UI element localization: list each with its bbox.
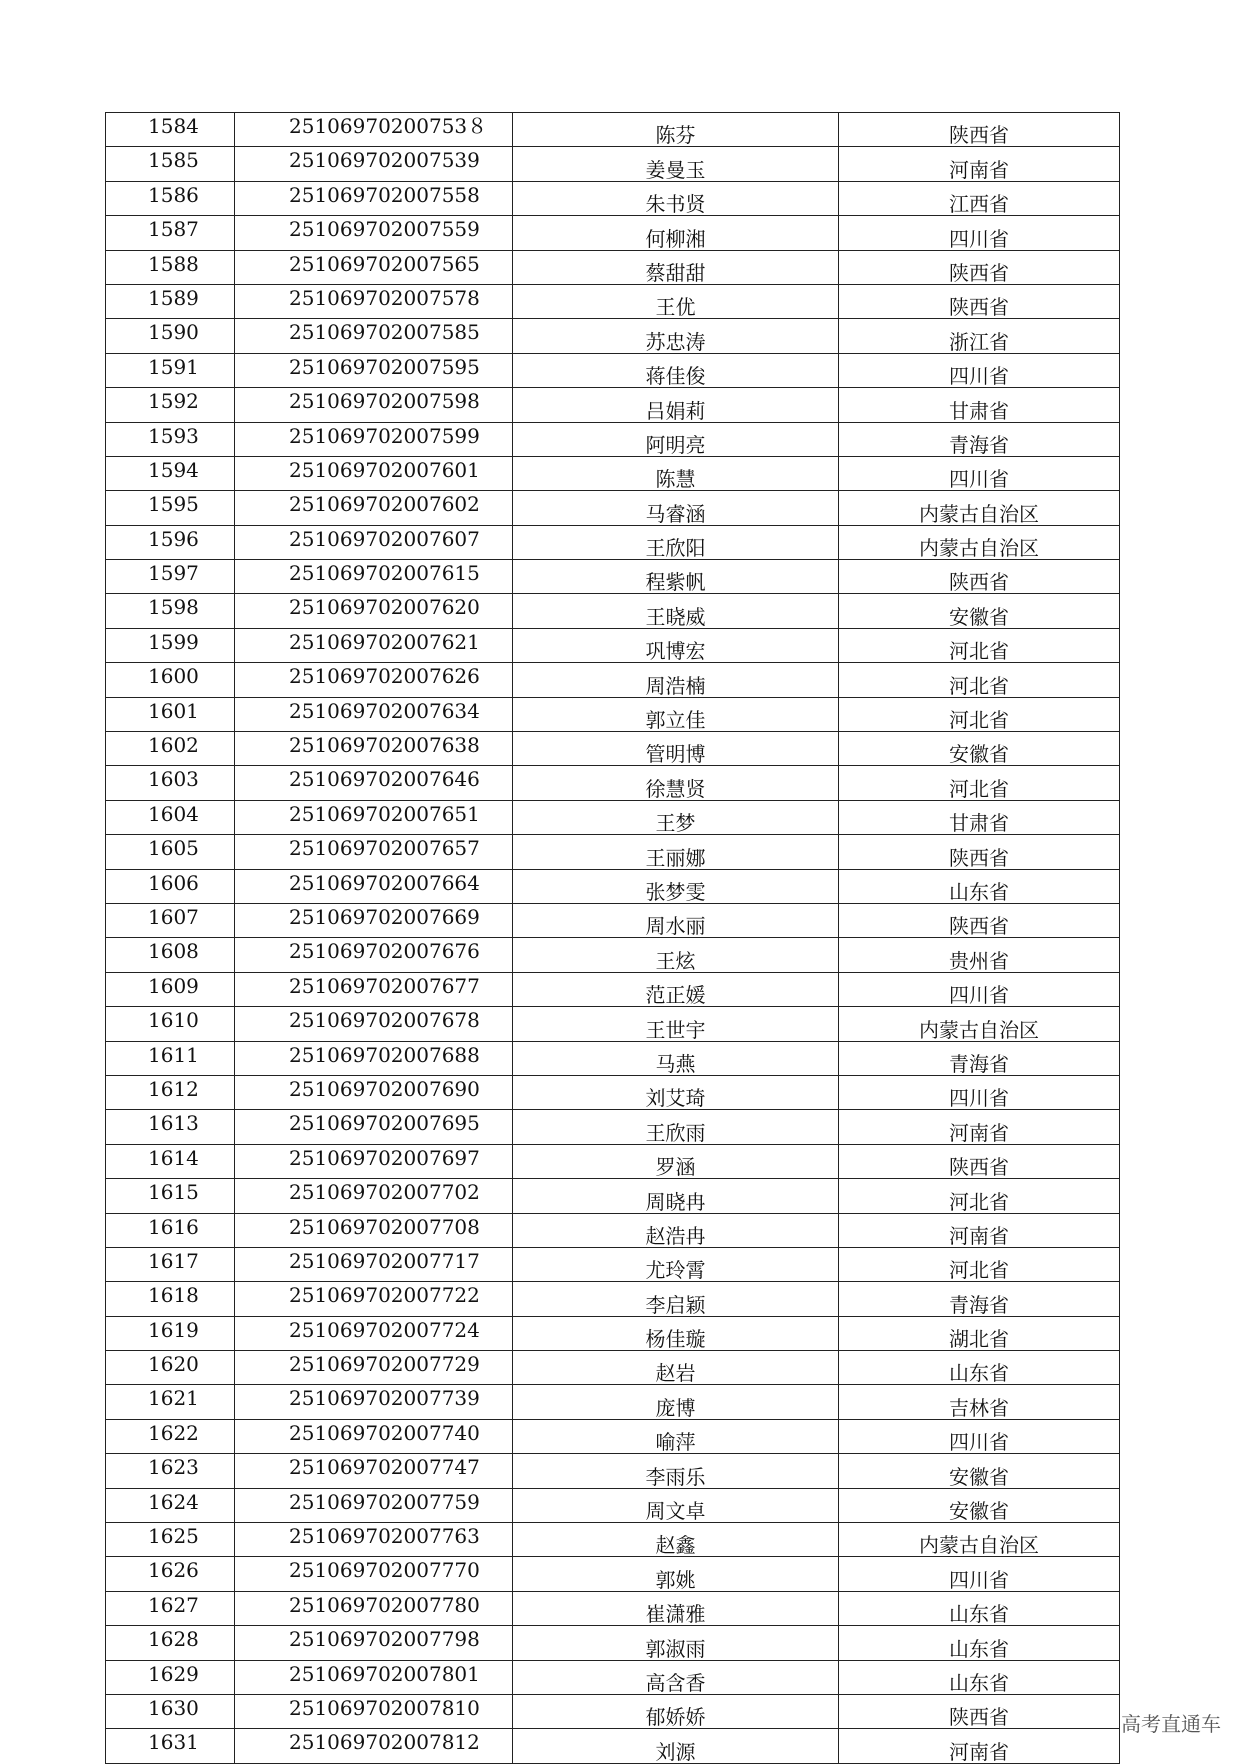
province-cell: 内蒙古自治区 [839,525,1120,559]
exam-id-cell: 251069702007651 [235,800,513,834]
exam-id-cell: 251069702007810 [235,1694,513,1728]
exam-id-cell: 251069702007739 [235,1385,513,1419]
exam-id-cell: 251069702007759 [235,1488,513,1522]
province-cell: 四川省 [839,216,1120,250]
exam-id-cell: 251069702007702 [235,1179,513,1213]
student-name-cell: 刘源 [513,1729,839,1763]
row-number-cell: 1626 [106,1557,235,1591]
student-name-cell: 王欣雨 [513,1110,839,1144]
table-row [106,560,1120,594]
table-row [106,1316,1120,1350]
province-cell: 贵州省 [839,938,1120,972]
province-cell: 安徽省 [839,594,1120,628]
student-name-cell: 巩博宏 [513,628,839,662]
exam-id-cell: 251069702007585 [235,319,513,353]
student-name-cell: 杨佳璇 [513,1316,839,1350]
province-cell: 河北省 [839,663,1120,697]
row-number-cell: 1603 [106,766,235,800]
roster-table [105,112,1120,1764]
student-name-cell: 王炫 [513,938,839,972]
exam-id-cell: 251069702007780 [235,1591,513,1625]
student-name-cell: 蒋佳俊 [513,353,839,387]
row-number-cell: 1613 [106,1110,235,1144]
student-name-cell: 程紫帆 [513,560,839,594]
table-row [106,1419,1120,1453]
row-number-cell: 1607 [106,903,235,937]
row-number-cell: 1584 [106,113,235,147]
student-name-cell: 张梦雯 [513,869,839,903]
exam-id-cell: 251069702007664 [235,869,513,903]
province-cell: 四川省 [839,353,1120,387]
table-row [106,491,1120,525]
province-cell: 浙江省 [839,319,1120,353]
province-cell: 青海省 [839,1282,1120,1316]
student-name-cell: 王梦 [513,800,839,834]
table-row [106,1110,1120,1144]
exam-id-cell: 251069702007801 [235,1660,513,1694]
province-cell: 陕西省 [839,1694,1120,1728]
table-row [106,1626,1120,1660]
exam-id-cell: 251069702007690 [235,1075,513,1109]
exam-id-cell: 251069702007798 [235,1626,513,1660]
province-cell: 河北省 [839,1247,1120,1281]
table-row [106,835,1120,869]
exam-id-cell: 251069702007763 [235,1523,513,1557]
table-row [106,1729,1120,1763]
student-name-cell: 姜曼玉 [513,147,839,181]
student-name-cell: 朱书贤 [513,181,839,215]
row-number-cell: 1604 [106,800,235,834]
student-name-cell: 范正媛 [513,972,839,1006]
province-cell: 陕西省 [839,903,1120,937]
table-row [106,1282,1120,1316]
table-row [106,1523,1120,1557]
row-number-cell: 1619 [106,1316,235,1350]
row-number-cell: 1624 [106,1488,235,1522]
province-cell: 甘肃省 [839,388,1120,422]
student-name-cell: 周晓冉 [513,1179,839,1213]
row-number-cell: 1600 [106,663,235,697]
table-row [106,697,1120,731]
table-row [106,1351,1120,1385]
watermark: 高考直通车 [1121,1712,1221,1736]
student-name-cell: 郭淑雨 [513,1626,839,1660]
student-name-cell: 郭姚 [513,1557,839,1591]
province-cell: 甘肃省 [839,800,1120,834]
student-name-cell: 罗涵 [513,1144,839,1178]
roster-table-body [106,113,1120,1764]
table-row [106,181,1120,215]
student-name-cell: 赵浩冉 [513,1213,839,1247]
student-name-cell: 赵岩 [513,1351,839,1385]
table-row [106,869,1120,903]
exam-id-cell: 251069702007615 [235,560,513,594]
row-number-cell: 1630 [106,1694,235,1728]
student-name-cell: 蔡甜甜 [513,250,839,284]
student-name-cell: 郭立佳 [513,697,839,731]
table-row [106,628,1120,662]
table-row [106,1694,1120,1728]
province-cell: 河南省 [839,1110,1120,1144]
province-cell: 陕西省 [839,113,1120,147]
student-name-cell: 王世宇 [513,1007,839,1041]
table-row [106,766,1120,800]
exam-id-cell: 251069702007595 [235,353,513,387]
province-cell: 陕西省 [839,835,1120,869]
province-cell: 湖北省 [839,1316,1120,1350]
province-cell: 四川省 [839,1075,1120,1109]
row-number-cell: 1625 [106,1523,235,1557]
row-number-cell: 1610 [106,1007,235,1041]
exam-id-cell: 251069702007770 [235,1557,513,1591]
table-row [106,1213,1120,1247]
row-number-cell: 1618 [106,1282,235,1316]
table-row [106,422,1120,456]
row-number-cell: 1629 [106,1660,235,1694]
exam-id-cell: 251069702007695 [235,1110,513,1144]
row-number-cell: 1614 [106,1144,235,1178]
row-number-cell: 1595 [106,491,235,525]
province-cell: 陕西省 [839,284,1120,318]
province-cell: 陕西省 [839,560,1120,594]
exam-id-cell: 251069702007717 [235,1247,513,1281]
row-number-cell: 1606 [106,869,235,903]
student-name-cell: 崔潇雅 [513,1591,839,1625]
student-name-cell: 高含香 [513,1660,839,1694]
province-cell: 江西省 [839,181,1120,215]
row-number-cell: 1617 [106,1247,235,1281]
table-row [106,972,1120,1006]
exam-id-cell: 251069702007638 [235,732,513,766]
table-row [106,1385,1120,1419]
exam-id-cell: 251069702007646 [235,766,513,800]
table-row [106,1557,1120,1591]
student-name-cell: 吕娟莉 [513,388,839,422]
province-cell: 河北省 [839,628,1120,662]
province-cell: 青海省 [839,1041,1120,1075]
exam-id-cell: 251069702007688 [235,1041,513,1075]
table-row [106,388,1120,422]
student-name-cell: 赵鑫 [513,1523,839,1557]
row-number-cell: 1615 [106,1179,235,1213]
exam-id-cell: 251069702007620 [235,594,513,628]
exam-id-cell: 251069702007722 [235,1282,513,1316]
student-name-cell: 喻萍 [513,1419,839,1453]
table-row [106,525,1120,559]
student-name-cell: 庞博 [513,1385,839,1419]
row-number-cell: 1609 [106,972,235,1006]
exam-id-cell: 251069702007558 [235,181,513,215]
row-number-cell: 1589 [106,284,235,318]
province-cell: 青海省 [839,422,1120,456]
exam-id-cell: 25106970200753８ [235,113,513,147]
table-row [106,216,1120,250]
exam-id-cell: 251069702007621 [235,628,513,662]
student-name-cell: 马燕 [513,1041,839,1075]
row-number-cell: 1627 [106,1591,235,1625]
student-name-cell: 王欣阳 [513,525,839,559]
row-number-cell: 1596 [106,525,235,559]
exam-id-cell: 251069702007559 [235,216,513,250]
province-cell: 四川省 [839,1557,1120,1591]
exam-id-cell: 251069702007729 [235,1351,513,1385]
row-number-cell: 1599 [106,628,235,662]
row-number-cell: 1586 [106,181,235,215]
exam-id-cell: 251069702007812 [235,1729,513,1763]
row-number-cell: 1608 [106,938,235,972]
exam-id-cell: 251069702007601 [235,456,513,490]
province-cell: 安徽省 [839,732,1120,766]
province-cell: 四川省 [839,972,1120,1006]
exam-id-cell: 251069702007626 [235,663,513,697]
exam-id-cell: 251069702007678 [235,1007,513,1041]
exam-id-cell: 251069702007677 [235,972,513,1006]
student-name-cell: 王晓威 [513,594,839,628]
student-name-cell: 管明博 [513,732,839,766]
student-name-cell: 周浩楠 [513,663,839,697]
student-name-cell: 刘艾琦 [513,1075,839,1109]
table-row [106,147,1120,181]
student-name-cell: 郁娇娇 [513,1694,839,1728]
province-cell: 内蒙古自治区 [839,1007,1120,1041]
table-row [106,284,1120,318]
exam-id-cell: 251069702007669 [235,903,513,937]
province-cell: 山东省 [839,1626,1120,1660]
table-row [106,319,1120,353]
table-row [106,1247,1120,1281]
row-number-cell: 1622 [106,1419,235,1453]
province-cell: 四川省 [839,456,1120,490]
exam-id-cell: 251069702007697 [235,1144,513,1178]
row-number-cell: 1593 [106,422,235,456]
table-row [106,903,1120,937]
student-name-cell: 周水丽 [513,903,839,937]
row-number-cell: 1592 [106,388,235,422]
province-cell: 河南省 [839,147,1120,181]
table-row [106,113,1120,147]
student-name-cell: 尤玲霄 [513,1247,839,1281]
province-cell: 河北省 [839,1179,1120,1213]
table-row [106,456,1120,490]
table-row [106,1660,1120,1694]
student-name-cell: 李雨乐 [513,1454,839,1488]
student-name-cell: 周文卓 [513,1488,839,1522]
table-row [106,1179,1120,1213]
table-row [106,250,1120,284]
exam-id-cell: 251069702007599 [235,422,513,456]
table-row [106,594,1120,628]
province-cell: 山东省 [839,1351,1120,1385]
exam-id-cell: 251069702007607 [235,525,513,559]
province-cell: 四川省 [839,1419,1120,1453]
province-cell: 河北省 [839,766,1120,800]
exam-id-cell: 251069702007539 [235,147,513,181]
table-row [106,800,1120,834]
exam-id-cell: 251069702007724 [235,1316,513,1350]
exam-id-cell: 251069702007578 [235,284,513,318]
province-cell: 安徽省 [839,1454,1120,1488]
row-number-cell: 1590 [106,319,235,353]
province-cell: 陕西省 [839,1144,1120,1178]
province-cell: 吉林省 [839,1385,1120,1419]
row-number-cell: 1612 [106,1075,235,1109]
exam-id-cell: 251069702007708 [235,1213,513,1247]
province-cell: 陕西省 [839,250,1120,284]
student-name-cell: 阿明亮 [513,422,839,456]
student-name-cell: 李启颖 [513,1282,839,1316]
row-number-cell: 1605 [106,835,235,869]
row-number-cell: 1621 [106,1385,235,1419]
table-row [106,1144,1120,1178]
province-cell: 内蒙古自治区 [839,1523,1120,1557]
row-number-cell: 1594 [106,456,235,490]
student-name-cell: 王优 [513,284,839,318]
row-number-cell: 1598 [106,594,235,628]
province-cell: 内蒙古自治区 [839,491,1120,525]
province-cell: 山东省 [839,1591,1120,1625]
province-cell: 河南省 [839,1213,1120,1247]
table-row [106,1454,1120,1488]
exam-id-cell: 251069702007676 [235,938,513,972]
exam-id-cell: 251069702007634 [235,697,513,731]
table-row [106,1075,1120,1109]
row-number-cell: 1628 [106,1626,235,1660]
row-number-cell: 1616 [106,1213,235,1247]
student-name-cell: 何柳湘 [513,216,839,250]
table-row [106,938,1120,972]
row-number-cell: 1601 [106,697,235,731]
student-name-cell: 王丽娜 [513,835,839,869]
table-row [106,353,1120,387]
exam-id-cell: 251069702007602 [235,491,513,525]
table-row [106,663,1120,697]
exam-id-cell: 251069702007747 [235,1454,513,1488]
student-name-cell: 苏忠涛 [513,319,839,353]
table-row [106,1488,1120,1522]
row-number-cell: 1588 [106,250,235,284]
exam-id-cell: 251069702007565 [235,250,513,284]
student-name-cell: 陈芬 [513,113,839,147]
province-cell: 河北省 [839,697,1120,731]
exam-id-cell: 251069702007598 [235,388,513,422]
row-number-cell: 1591 [106,353,235,387]
table-row [106,1041,1120,1075]
exam-id-cell: 251069702007740 [235,1419,513,1453]
province-cell: 安徽省 [839,1488,1120,1522]
table-row [106,1591,1120,1625]
row-number-cell: 1620 [106,1351,235,1385]
table-row [106,732,1120,766]
student-name-cell: 马睿涵 [513,491,839,525]
student-name-cell: 徐慧贤 [513,766,839,800]
exam-id-cell: 251069702007657 [235,835,513,869]
table-row [106,1007,1120,1041]
row-number-cell: 1631 [106,1729,235,1763]
province-cell: 山东省 [839,1660,1120,1694]
row-number-cell: 1611 [106,1041,235,1075]
row-number-cell: 1623 [106,1454,235,1488]
province-cell: 河南省 [839,1729,1120,1763]
student-name-cell: 陈慧 [513,456,839,490]
row-number-cell: 1602 [106,732,235,766]
row-number-cell: 1587 [106,216,235,250]
row-number-cell: 1597 [106,560,235,594]
row-number-cell: 1585 [106,147,235,181]
province-cell: 山东省 [839,869,1120,903]
